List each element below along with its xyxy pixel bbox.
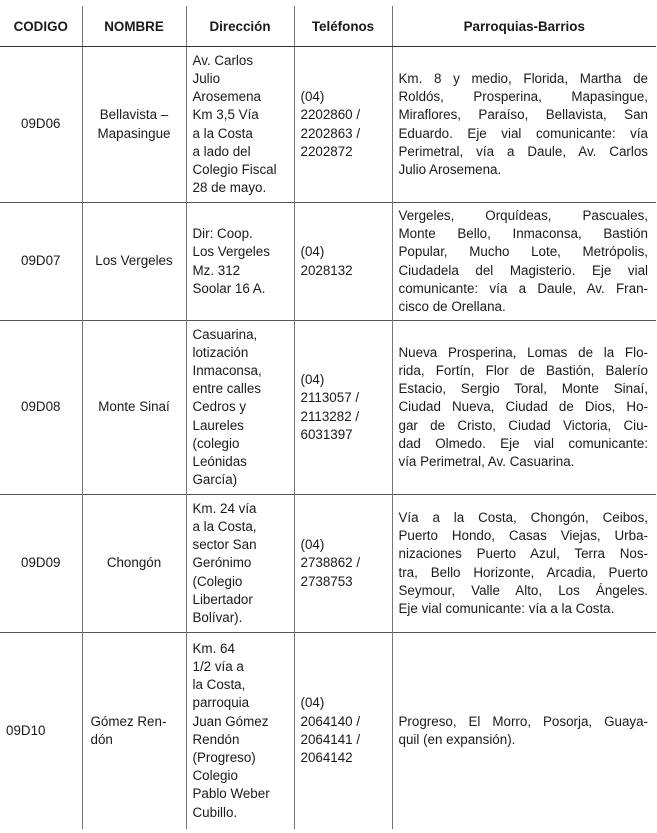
cell-line: 28 de mayo. xyxy=(192,180,267,196)
cell-line: Seymour, Valle Alto, Los Ángeles. xyxy=(398,582,648,598)
cell-codigo: 09D10 xyxy=(6,722,46,738)
cell-nombre xyxy=(82,321,186,495)
cell-line: Juan Gómez xyxy=(192,713,269,729)
cell-line: Monte Sinaí xyxy=(98,399,170,415)
cell-line: Mz. 312 xyxy=(192,262,241,278)
cell-line: Av. Carlos xyxy=(192,52,254,68)
cell-line: Casuarina, xyxy=(192,326,258,342)
cell-line: la Costa, xyxy=(192,677,246,693)
cell-nombre xyxy=(82,495,186,633)
cell-line: (colegio xyxy=(192,435,240,451)
cell-line: Vía a la Costa, Chongón, Ceibos, xyxy=(398,509,648,525)
cell-nombre xyxy=(82,47,186,203)
cell-line: gar de Cristo, Ciudad Victoria, Ciu- xyxy=(398,417,648,433)
cell-line: Rendón xyxy=(192,731,240,747)
cell-line: Perimetral, vía a Daule, Av. Carlos xyxy=(398,143,648,159)
cell-line: Libertador xyxy=(192,591,253,607)
header-codigo: CODIGO xyxy=(0,6,82,47)
cell-line: Cubillo. xyxy=(192,804,238,820)
cell-telefonos xyxy=(294,633,392,829)
cell-line: Gómez Ren- xyxy=(90,713,167,729)
cell-line: Miraflores, Paraíso, Bellavista, San xyxy=(398,107,648,123)
cell-line: comunicante: vía a Daule, Av. Fran- xyxy=(398,280,648,296)
cell-codigo: 09D09 xyxy=(21,555,61,571)
cell-line: Km 3,5 Vía xyxy=(192,107,259,123)
cell-telefonos xyxy=(294,47,392,203)
cell-line: Km. 8 y medio, Florida, Martha de xyxy=(398,70,648,86)
cell-line: Julio xyxy=(192,70,221,86)
cell-codigo: 09D07 xyxy=(21,253,61,269)
cell-line: Puerto Hondo, Casas Viejas, Urba- xyxy=(398,528,648,544)
cell-line: Arosemena xyxy=(192,89,261,105)
cell-line: 2113057 / xyxy=(300,390,360,406)
cell-direccion xyxy=(186,47,294,203)
cell-nombre xyxy=(82,203,186,321)
cell-line: 2028132 xyxy=(300,262,353,278)
cell-line: 2064140 / xyxy=(300,713,361,729)
cell-line: quil (en expansión). xyxy=(398,731,516,747)
cell-line: entre calles xyxy=(192,381,261,397)
cell-line: Los Vergeles xyxy=(95,253,173,269)
cell-line: rida, Fortín, Flor de Bastión, Balerío xyxy=(398,362,648,378)
cell-line: Mapasingue xyxy=(97,125,171,141)
cell-direccion xyxy=(186,321,294,495)
cell-parroquias xyxy=(392,47,656,203)
cell-direccion xyxy=(186,633,294,829)
district-table xyxy=(0,6,656,829)
cell-line: 6031397 xyxy=(300,426,353,442)
header-parroquias: Parroquias-Barrios xyxy=(392,6,656,47)
table-row xyxy=(0,203,656,321)
cell-line: Dir: Coop. xyxy=(192,226,253,242)
cell-telefonos xyxy=(294,321,392,495)
cell-line: parroquia xyxy=(192,695,250,711)
cell-direccion xyxy=(186,495,294,633)
cell-line: Progreso, El Morro, Posorja, Guaya- xyxy=(398,713,648,729)
cell-line: (Progreso) xyxy=(192,749,256,765)
cell-line: a la Costa xyxy=(192,125,253,141)
cell-line: 2202872 xyxy=(300,143,353,159)
cell-line: Bolívar). xyxy=(192,610,243,625)
cell-line: Laureles xyxy=(192,417,244,433)
cell-line: a la Costa, xyxy=(192,518,257,534)
cell-telefonos xyxy=(294,203,392,321)
header-nombre: NOMBRE xyxy=(82,6,186,47)
cell-line: 2113282 / xyxy=(300,408,360,424)
cell-parroquias xyxy=(392,321,656,495)
cell-direccion xyxy=(186,203,294,321)
cell-line: nizaciones Puerto Azul, Terra Nos- xyxy=(398,546,648,562)
cell-line: dón xyxy=(90,731,113,747)
cell-line: Vergeles, Orquídeas, Pascuales, xyxy=(398,207,648,223)
cell-line: 2202860 / xyxy=(300,107,361,123)
cell-line: Bellavista – xyxy=(99,107,169,123)
cell-nombre xyxy=(82,633,186,829)
table-row xyxy=(0,495,656,633)
cell-line: Soolar 16 A. xyxy=(192,280,266,296)
cell-line: (Colegio xyxy=(192,573,243,589)
cell-line: Km. 64 xyxy=(192,640,235,656)
cell-line: 2064142 xyxy=(300,749,353,765)
cell-line: Popular, Mucho Lote, Metrópolis, xyxy=(398,244,648,260)
cell-line: sector San xyxy=(192,537,257,553)
cell-line: Nueva Prosperina, Lomas de la Flo- xyxy=(398,344,648,360)
cell-line: Inmaconsa, xyxy=(192,362,262,378)
cell-line: (04) xyxy=(300,537,325,553)
cell-line: Julio Arosemena. xyxy=(398,161,502,177)
cell-line: 2738753 xyxy=(300,573,353,589)
cell-line: Roldós, Prosperina, Mapasingue, xyxy=(398,89,648,105)
cell-parroquias xyxy=(392,495,656,633)
cell-codigo: 09D08 xyxy=(21,399,61,415)
cell-line: lotización xyxy=(192,344,249,360)
cell-line: dad Olmedo. Eje vial comunicante: xyxy=(398,435,648,451)
cell-line: Gerónimo xyxy=(192,555,252,571)
table-row xyxy=(0,633,656,829)
cell-line: Ciudad Nueva, Ciudad de Dios, Ho- xyxy=(398,399,648,415)
cell-line: vía Perimetral, Av. Casuarina. xyxy=(398,454,575,469)
cell-telefonos xyxy=(294,495,392,633)
cell-line: Monte Bello, Inmaconsa, Bastión xyxy=(398,226,648,242)
cell-line: Leónidas xyxy=(192,454,247,469)
cell-line: (04) xyxy=(300,244,325,260)
cell-line: Colegio xyxy=(192,768,238,784)
cell-line: 2738862 / xyxy=(300,555,361,571)
cell-line: García) xyxy=(192,472,238,488)
cell-line: Chongón xyxy=(106,555,162,571)
header-direccion: Dirección xyxy=(186,6,294,47)
cell-line: a lado del xyxy=(192,143,251,159)
cell-line: Pablo Weber xyxy=(192,786,270,802)
cell-line: (04) xyxy=(300,372,325,388)
table-row xyxy=(0,321,656,495)
cell-line: tra, Bello Horizonte, Arcadia, Puerto xyxy=(398,564,648,580)
cell-line: Cedros y xyxy=(192,399,247,415)
cell-line: 2202863 / xyxy=(300,125,361,141)
cell-line: cisco de Orellana. xyxy=(398,298,506,314)
cell-line: Km. 24 vía xyxy=(192,500,257,516)
cell-line: (04) xyxy=(300,89,325,105)
cell-line: (04) xyxy=(300,695,325,711)
header-telefonos: Teléfonos xyxy=(294,6,392,47)
cell-line: Eduardo. Eje vial comunicante: vía xyxy=(398,125,648,141)
cell-parroquias xyxy=(392,203,656,321)
cell-line: Los Vergeles xyxy=(192,244,270,260)
cell-line: Ciudadela del Magisterio. Eje vial xyxy=(398,262,648,278)
table-row xyxy=(0,47,656,203)
cell-line: Colegio Fiscal xyxy=(192,161,277,177)
cell-parroquias xyxy=(392,633,656,829)
cell-codigo: 09D06 xyxy=(21,116,61,132)
cell-line: 2064141 / xyxy=(300,731,361,747)
header-row xyxy=(0,6,656,47)
cell-line: Eje vial comunicante: vía a la Costa. xyxy=(398,600,615,616)
cell-line: Estacio, Sergio Toral, Monte Sinaí, xyxy=(398,381,648,397)
cell-line: 1/2 vía a xyxy=(192,658,244,674)
